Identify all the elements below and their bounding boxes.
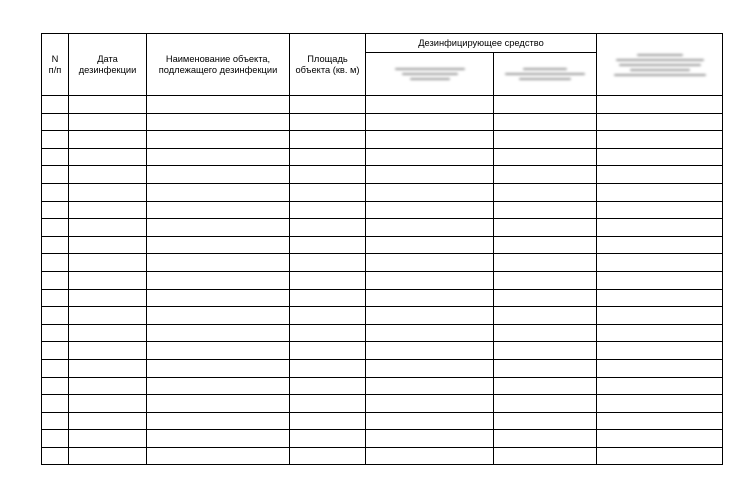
cell-number bbox=[42, 131, 69, 149]
cell-disinfectant-concentration bbox=[494, 131, 597, 149]
cell-object-name bbox=[147, 254, 290, 272]
cell-disinfectant-name bbox=[366, 395, 494, 413]
cell-responsible-signature bbox=[597, 395, 723, 413]
cell-disinfectant-concentration bbox=[494, 377, 597, 395]
col-header-responsible-signature bbox=[597, 34, 723, 96]
cell-date bbox=[69, 236, 147, 254]
table-row bbox=[42, 324, 723, 342]
cell-number bbox=[42, 236, 69, 254]
cell-number bbox=[42, 201, 69, 219]
cell-disinfectant-name bbox=[366, 131, 494, 149]
cell-date bbox=[69, 219, 147, 237]
cell-date bbox=[69, 183, 147, 201]
cell-responsible-signature bbox=[597, 307, 723, 325]
table-row bbox=[42, 342, 723, 360]
cell-area bbox=[290, 254, 366, 272]
col-header-disinfectant-concentration bbox=[494, 53, 597, 96]
cell-area bbox=[290, 219, 366, 237]
illegible-header-text bbox=[597, 54, 722, 76]
illegible-header-text bbox=[366, 68, 493, 80]
cell-disinfectant-name bbox=[366, 447, 494, 465]
cell-date bbox=[69, 131, 147, 149]
cell-disinfectant-name bbox=[366, 254, 494, 272]
cell-disinfectant-concentration bbox=[494, 201, 597, 219]
cell-disinfectant-concentration bbox=[494, 148, 597, 166]
cell-responsible-signature bbox=[597, 131, 723, 149]
disinfection-log-sheet bbox=[41, 33, 722, 467]
cell-area bbox=[290, 430, 366, 448]
header-row-top bbox=[42, 34, 723, 53]
cell-disinfectant-concentration bbox=[494, 183, 597, 201]
cell-number bbox=[42, 96, 69, 114]
cell-number bbox=[42, 289, 69, 307]
illegible-header-text bbox=[494, 68, 596, 80]
col-header-area: Площадь объекта (кв. м) bbox=[290, 34, 366, 96]
cell-area bbox=[290, 271, 366, 289]
cell-number bbox=[42, 377, 69, 395]
cell-responsible-signature bbox=[597, 254, 723, 272]
cell-object-name bbox=[147, 131, 290, 149]
cell-area bbox=[290, 324, 366, 342]
cell-disinfectant-name bbox=[366, 359, 494, 377]
cell-disinfectant-concentration bbox=[494, 113, 597, 131]
cell-date bbox=[69, 271, 147, 289]
cell-date bbox=[69, 377, 147, 395]
cell-date bbox=[69, 307, 147, 325]
cell-disinfectant-concentration bbox=[494, 254, 597, 272]
cell-disinfectant-name bbox=[366, 377, 494, 395]
cell-date bbox=[69, 430, 147, 448]
cell-object-name bbox=[147, 148, 290, 166]
cell-date bbox=[69, 148, 147, 166]
cell-object-name bbox=[147, 271, 290, 289]
cell-responsible-signature bbox=[597, 219, 723, 237]
cell-disinfectant-name bbox=[366, 342, 494, 360]
cell-responsible-signature bbox=[597, 148, 723, 166]
cell-area bbox=[290, 96, 366, 114]
cell-object-name bbox=[147, 219, 290, 237]
cell-number bbox=[42, 412, 69, 430]
cell-number bbox=[42, 113, 69, 131]
cell-number bbox=[42, 430, 69, 448]
table-row bbox=[42, 183, 723, 201]
cell-number bbox=[42, 359, 69, 377]
cell-object-name bbox=[147, 412, 290, 430]
cell-area bbox=[290, 166, 366, 184]
cell-disinfectant-name bbox=[366, 430, 494, 448]
cell-date bbox=[69, 201, 147, 219]
cell-object-name bbox=[147, 183, 290, 201]
cell-disinfectant-concentration bbox=[494, 219, 597, 237]
cell-object-name bbox=[147, 324, 290, 342]
table-row bbox=[42, 412, 723, 430]
cell-disinfectant-name bbox=[366, 148, 494, 166]
table-row bbox=[42, 254, 723, 272]
cell-number bbox=[42, 254, 69, 272]
cell-responsible-signature bbox=[597, 201, 723, 219]
cell-disinfectant-name bbox=[366, 166, 494, 184]
cell-disinfectant-concentration bbox=[494, 236, 597, 254]
col-header-number: N п/п bbox=[42, 34, 69, 96]
cell-disinfectant-name bbox=[366, 236, 494, 254]
cell-number bbox=[42, 271, 69, 289]
cell-date bbox=[69, 395, 147, 413]
cell-object-name bbox=[147, 113, 290, 131]
cell-area bbox=[290, 148, 366, 166]
table-row bbox=[42, 377, 723, 395]
cell-date bbox=[69, 166, 147, 184]
cell-disinfectant-concentration bbox=[494, 342, 597, 360]
table-row bbox=[42, 166, 723, 184]
cell-disinfectant-name bbox=[366, 219, 494, 237]
cell-area bbox=[290, 289, 366, 307]
cell-disinfectant-concentration bbox=[494, 271, 597, 289]
cell-object-name bbox=[147, 166, 290, 184]
cell-number bbox=[42, 219, 69, 237]
cell-responsible-signature bbox=[597, 113, 723, 131]
cell-area bbox=[290, 201, 366, 219]
cell-responsible-signature bbox=[597, 183, 723, 201]
cell-area bbox=[290, 377, 366, 395]
cell-object-name bbox=[147, 447, 290, 465]
cell-responsible-signature bbox=[597, 359, 723, 377]
table-row bbox=[42, 148, 723, 166]
cell-date bbox=[69, 113, 147, 131]
cell-responsible-signature bbox=[597, 412, 723, 430]
cell-area bbox=[290, 131, 366, 149]
cell-responsible-signature bbox=[597, 342, 723, 360]
table-row bbox=[42, 447, 723, 465]
cell-disinfectant-name bbox=[366, 96, 494, 114]
cell-responsible-signature bbox=[597, 324, 723, 342]
cell-responsible-signature bbox=[597, 166, 723, 184]
table-row bbox=[42, 201, 723, 219]
cell-area bbox=[290, 395, 366, 413]
cell-object-name bbox=[147, 359, 290, 377]
cell-object-name bbox=[147, 395, 290, 413]
cell-area bbox=[290, 307, 366, 325]
cell-responsible-signature bbox=[597, 271, 723, 289]
cell-object-name bbox=[147, 236, 290, 254]
cell-area bbox=[290, 183, 366, 201]
cell-date bbox=[69, 96, 147, 114]
table-row bbox=[42, 307, 723, 325]
table-row bbox=[42, 430, 723, 448]
log-body bbox=[42, 96, 723, 465]
cell-disinfectant-name bbox=[366, 183, 494, 201]
cell-disinfectant-concentration bbox=[494, 324, 597, 342]
disinfection-log-table bbox=[41, 33, 723, 465]
table-row bbox=[42, 271, 723, 289]
cell-area bbox=[290, 236, 366, 254]
cell-disinfectant-name bbox=[366, 307, 494, 325]
cell-number bbox=[42, 447, 69, 465]
cell-object-name bbox=[147, 96, 290, 114]
cell-responsible-signature bbox=[597, 96, 723, 114]
table-row bbox=[42, 395, 723, 413]
cell-number bbox=[42, 342, 69, 360]
cell-disinfectant-name bbox=[366, 412, 494, 430]
cell-number bbox=[42, 307, 69, 325]
cell-object-name bbox=[147, 430, 290, 448]
cell-number bbox=[42, 395, 69, 413]
col-header-disinfectant-group: Дезинфицирующее средство bbox=[366, 34, 597, 53]
cell-object-name bbox=[147, 342, 290, 360]
cell-date bbox=[69, 412, 147, 430]
cell-number bbox=[42, 324, 69, 342]
cell-number bbox=[42, 183, 69, 201]
cell-disinfectant-name bbox=[366, 289, 494, 307]
table-row bbox=[42, 96, 723, 114]
cell-object-name bbox=[147, 307, 290, 325]
cell-area bbox=[290, 359, 366, 377]
cell-disinfectant-name bbox=[366, 271, 494, 289]
cell-disinfectant-concentration bbox=[494, 395, 597, 413]
cell-date bbox=[69, 324, 147, 342]
cell-disinfectant-concentration bbox=[494, 412, 597, 430]
cell-disinfectant-concentration bbox=[494, 430, 597, 448]
table-row bbox=[42, 289, 723, 307]
cell-number bbox=[42, 148, 69, 166]
cell-area bbox=[290, 113, 366, 131]
cell-object-name bbox=[147, 201, 290, 219]
cell-object-name bbox=[147, 377, 290, 395]
cell-area bbox=[290, 447, 366, 465]
cell-responsible-signature bbox=[597, 377, 723, 395]
cell-disinfectant-name bbox=[366, 324, 494, 342]
cell-date bbox=[69, 289, 147, 307]
cell-area bbox=[290, 342, 366, 360]
cell-disinfectant-concentration bbox=[494, 289, 597, 307]
cell-responsible-signature bbox=[597, 430, 723, 448]
cell-disinfectant-concentration bbox=[494, 96, 597, 114]
cell-object-name bbox=[147, 289, 290, 307]
cell-date bbox=[69, 254, 147, 272]
table-row bbox=[42, 113, 723, 131]
cell-area bbox=[290, 412, 366, 430]
col-header-object-name: Наименование объекта, подлежащего дезинфекции bbox=[147, 34, 290, 96]
cell-disinfectant-name bbox=[366, 201, 494, 219]
table-row bbox=[42, 359, 723, 377]
table-row bbox=[42, 131, 723, 149]
col-header-date: Дата дезинфекции bbox=[69, 34, 147, 96]
cell-number bbox=[42, 166, 69, 184]
table-row bbox=[42, 219, 723, 237]
cell-disinfectant-concentration bbox=[494, 307, 597, 325]
table-row bbox=[42, 236, 723, 254]
cell-disinfectant-concentration bbox=[494, 359, 597, 377]
cell-date bbox=[69, 359, 147, 377]
cell-responsible-signature bbox=[597, 447, 723, 465]
cell-responsible-signature bbox=[597, 236, 723, 254]
cell-date bbox=[69, 342, 147, 360]
cell-disinfectant-concentration bbox=[494, 166, 597, 184]
cell-responsible-signature bbox=[597, 289, 723, 307]
cell-disinfectant-concentration bbox=[494, 447, 597, 465]
cell-date bbox=[69, 447, 147, 465]
cell-disinfectant-name bbox=[366, 113, 494, 131]
col-header-disinfectant-name bbox=[366, 53, 494, 96]
